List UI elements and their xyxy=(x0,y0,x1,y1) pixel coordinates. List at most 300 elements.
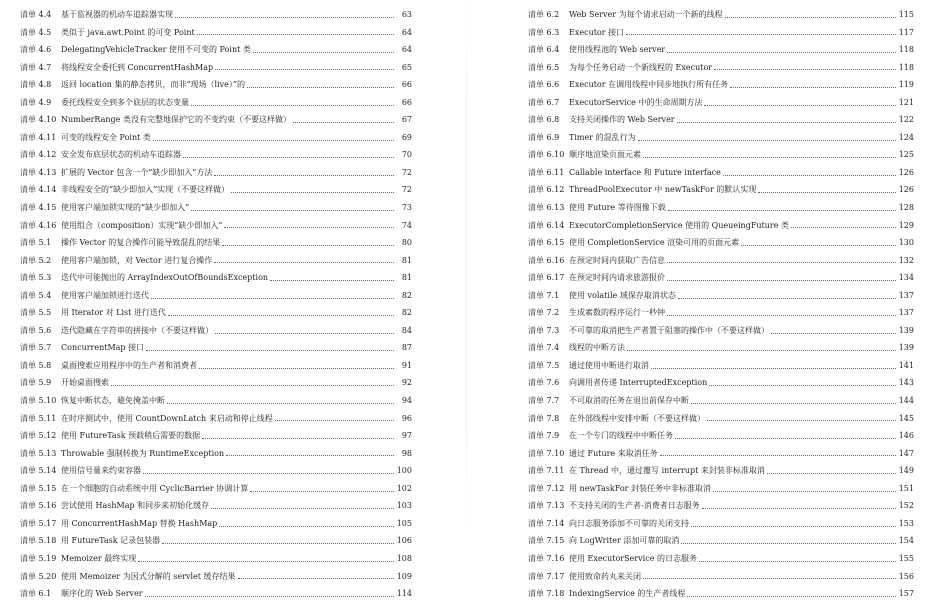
dot-leader xyxy=(771,332,896,334)
page-number: 100 xyxy=(396,466,412,476)
page-number: 87 xyxy=(401,343,412,353)
toc-entry xyxy=(20,568,412,586)
page-number: 108 xyxy=(396,553,412,563)
listing-title: 向调用者传递 InterruptedException xyxy=(569,378,708,388)
page-number: 149 xyxy=(898,466,914,476)
dot-leader xyxy=(713,490,896,492)
page-number: 153 xyxy=(898,518,914,528)
listing-label: 清单 6.9 xyxy=(528,132,560,142)
listing-label: 清单 5.10 xyxy=(20,396,57,406)
listing-title: 在预定时间内请求旅游报价 xyxy=(569,273,665,283)
page-number: 105 xyxy=(396,518,412,528)
toc-entry xyxy=(20,585,412,603)
toc-entry xyxy=(20,287,412,305)
toc-entry xyxy=(20,427,412,445)
dot-leader xyxy=(250,490,394,492)
toc-entry xyxy=(20,410,412,428)
toc-entry xyxy=(528,234,914,252)
listing-title: 顺序地渲染页面元素 xyxy=(569,150,641,160)
dot-leader xyxy=(175,16,394,18)
dot-leader xyxy=(162,542,394,544)
listing-title: 通过使用中断进行取消 xyxy=(569,360,649,370)
page-number: 143 xyxy=(898,378,914,388)
dot-leader xyxy=(222,244,394,246)
listing-title: 将线程安全委托到 ConcurrentHashMap xyxy=(61,62,214,72)
listing-label: 清单 6.13 xyxy=(528,203,565,213)
listing-title: 使用致命药丸来关闭 xyxy=(569,571,641,581)
toc-right-column xyxy=(528,6,914,603)
toc-entry xyxy=(528,287,914,305)
page-gutter xyxy=(466,0,467,525)
listing-label: 清单 6.6 xyxy=(528,80,560,90)
listing-label: 清单 7.10 xyxy=(528,448,565,458)
listing-label: 清单 7.14 xyxy=(528,518,565,528)
dot-leader xyxy=(202,437,394,439)
page-number: 94 xyxy=(401,396,412,406)
dot-leader xyxy=(270,279,394,281)
listing-title: 在预定时间内获取广告信息 xyxy=(569,255,665,265)
toc-entry xyxy=(528,129,914,147)
dot-leader xyxy=(168,314,394,316)
listing-label: 清单 5.2 xyxy=(20,255,52,265)
page-number: 122 xyxy=(898,115,914,125)
page-number: 119 xyxy=(898,80,914,90)
dot-leader xyxy=(275,419,394,421)
listing-title: 使用组合（composition）实现“缺少即加入” xyxy=(61,220,223,230)
toc-entry xyxy=(528,94,914,112)
toc-entry xyxy=(528,41,914,59)
toc-entry xyxy=(528,304,914,322)
toc-entry xyxy=(528,181,914,199)
listing-title: 通过 Future 来取消任务 xyxy=(569,448,658,458)
page-number: 66 xyxy=(401,97,412,107)
listing-label: 清单 5.14 xyxy=(20,466,57,476)
toc-entry xyxy=(20,217,412,235)
toc-entry xyxy=(528,164,914,182)
dot-leader xyxy=(626,33,896,35)
toc-entry xyxy=(20,181,412,199)
listing-label: 清单 4.8 xyxy=(20,80,52,90)
listing-title: 使用客户端加锁，对 Vector 进行复合操作 xyxy=(61,255,213,265)
page-number: 139 xyxy=(898,343,914,353)
listing-label: 清单 4.15 xyxy=(20,203,57,213)
listing-label: 清单 5.1 xyxy=(20,238,52,248)
listing-label: 清单 7.2 xyxy=(528,308,560,318)
listing-title: Timer 的混乱行为 xyxy=(569,132,636,142)
toc-entry xyxy=(528,497,914,515)
listing-label: 清单 6.12 xyxy=(528,185,565,195)
toc-entry xyxy=(20,252,412,270)
toc-entry xyxy=(528,585,914,603)
page-number: 146 xyxy=(898,431,914,441)
dot-leader xyxy=(226,454,394,456)
page-number: 118 xyxy=(898,45,914,55)
toc-entry xyxy=(20,339,412,357)
dot-leader xyxy=(151,297,394,299)
listing-label: 清单 7.9 xyxy=(528,431,560,441)
page-number: 141 xyxy=(898,360,914,370)
listing-title: 使用 ExecutorService 的日志服务 xyxy=(569,553,697,563)
dot-leader xyxy=(791,226,896,228)
listing-label: 清单 6.4 xyxy=(528,45,560,55)
toc-entry xyxy=(20,392,412,410)
listing-label: 清单 5.7 xyxy=(20,343,52,353)
dot-leader xyxy=(145,595,394,597)
dot-leader xyxy=(138,560,394,562)
listing-title: 不支持关闭的生产者-消费者日志服务 xyxy=(569,501,700,511)
listing-title: 在一个细胞的自动系统中用 CyclicBarrier 协调计算 xyxy=(61,483,249,493)
toc-entry xyxy=(20,41,412,59)
listing-title: 使用 volatile 域保存取消状态 xyxy=(569,290,676,300)
page-number: 109 xyxy=(396,571,412,581)
listing-label: 清单 7.3 xyxy=(528,325,560,335)
dot-leader xyxy=(758,191,896,193)
listing-title: 用 FutureTask 记录包装器 xyxy=(61,536,161,546)
listing-label: 清单 5.17 xyxy=(20,518,57,528)
dot-leader xyxy=(146,349,394,351)
dot-leader xyxy=(730,86,896,88)
dot-leader xyxy=(153,139,394,141)
listing-label: 清单 7.16 xyxy=(528,553,565,563)
listing-title: 顺序化的 Web Server xyxy=(61,589,143,599)
page-number: 72 xyxy=(401,167,412,177)
toc-entry xyxy=(20,322,412,340)
toc-left-column xyxy=(20,6,412,603)
listing-label: 清单 6.17 xyxy=(528,273,565,283)
dot-leader xyxy=(111,384,394,386)
page-number: 145 xyxy=(898,413,914,423)
page-number: 65 xyxy=(401,62,412,72)
listing-title: Callable interface 和 Future interface xyxy=(569,167,721,177)
page-number: 157 xyxy=(898,589,914,599)
listing-label: 清单 5.6 xyxy=(20,325,52,335)
toc-entry xyxy=(528,427,914,445)
dot-leader xyxy=(677,121,896,123)
page-number: 117 xyxy=(898,27,914,37)
listing-label: 清单 4.13 xyxy=(20,167,57,177)
toc-entry xyxy=(528,146,914,164)
toc-entry xyxy=(528,357,914,375)
listing-title: 在 Thread 中，通过覆写 interrupt 来封装非标准取消 xyxy=(569,466,765,476)
listing-title: IndexingService 的生产者线程 xyxy=(569,589,686,599)
listing-label: 清单 4.9 xyxy=(20,97,52,107)
page-number: 98 xyxy=(401,448,412,458)
toc-entry xyxy=(528,374,914,392)
toc-entry xyxy=(528,269,914,287)
dot-leader xyxy=(699,560,896,562)
listing-label: 清单 5.16 xyxy=(20,501,57,511)
listing-title: 用 Iterator 对 List 进行迭代 xyxy=(61,308,166,318)
dot-leader xyxy=(702,507,896,509)
toc-entry xyxy=(528,199,914,217)
listing-label: 清单 6.8 xyxy=(528,115,560,125)
toc-entry xyxy=(528,339,914,357)
page-number: 114 xyxy=(396,589,412,599)
toc-entry xyxy=(20,550,412,568)
listing-title: 向 LogWriter 添加可靠的取消 xyxy=(569,536,680,546)
page-number: 137 xyxy=(898,290,914,300)
listing-label: 清单 6.15 xyxy=(528,238,565,248)
page-number: 67 xyxy=(401,115,412,125)
listing-label: 清单 4.12 xyxy=(20,150,57,160)
listing-label: 清单 7.18 xyxy=(528,589,565,599)
page-number: 82 xyxy=(401,290,412,300)
toc-entry xyxy=(528,462,914,480)
listing-label: 清单 5.12 xyxy=(20,431,57,441)
listing-label: 清单 5.9 xyxy=(20,378,52,388)
listing-label: 清单 7.8 xyxy=(528,413,560,423)
listing-title: 在时序测试中，使用 CountDownLatch 来启动和停止线程 xyxy=(61,413,273,423)
toc-entry xyxy=(528,252,914,270)
dot-leader xyxy=(211,507,394,509)
toc-entry xyxy=(20,94,412,112)
toc-entry xyxy=(528,6,914,24)
dot-leader xyxy=(197,33,394,35)
listing-title: 非线程安全的“缺少即加入”实现（不要这样做） xyxy=(61,185,230,195)
listing-title: 安全发布底层状态的机动车追踪器 xyxy=(61,150,181,160)
listing-label: 清单 4.4 xyxy=(20,10,52,19)
listing-label: 清单 6.5 xyxy=(528,62,560,72)
page-number: 64 xyxy=(401,27,412,37)
page-number: 147 xyxy=(898,448,914,458)
dot-leader xyxy=(293,121,394,123)
listing-title: 操作 Vector 的复合操作可能导致混乱的结果 xyxy=(61,238,221,248)
page-number: 106 xyxy=(396,536,412,546)
listing-label: 清单 5.19 xyxy=(20,553,57,563)
toc-entry xyxy=(528,111,914,129)
listing-title: ThreadPoolExecutor 中 newTaskFor 的默认实现 xyxy=(569,185,757,195)
toc-entry xyxy=(20,304,412,322)
listing-title: Executor 在调用线程中同步地执行所有任务 xyxy=(569,80,729,90)
toc-entry xyxy=(528,76,914,94)
listing-label: 清单 7.13 xyxy=(528,501,565,511)
toc-entry xyxy=(528,550,914,568)
page-number: 91 xyxy=(401,360,412,370)
dot-leader xyxy=(231,191,394,193)
page-number: 102 xyxy=(396,483,412,493)
toc-entry xyxy=(20,111,412,129)
dot-leader xyxy=(714,68,896,70)
toc-entry xyxy=(20,532,412,550)
listing-label: 清单 6.2 xyxy=(528,10,560,19)
page-number: 63 xyxy=(401,10,412,19)
page-number: 124 xyxy=(898,132,914,142)
page-number: 128 xyxy=(898,203,914,213)
page-number: 155 xyxy=(898,553,914,563)
toc-entry xyxy=(528,24,914,42)
page-number: 74 xyxy=(401,220,412,230)
listing-title: 线程的中断方法 xyxy=(569,343,625,353)
listing-label: 清单 6.14 xyxy=(528,220,565,230)
listing-label: 清单 4.7 xyxy=(20,62,52,72)
page-number: 81 xyxy=(401,273,412,283)
listing-label: 清单 5.5 xyxy=(20,308,52,318)
listing-label: 清单 7.15 xyxy=(528,536,565,546)
listing-title: 为每个任务启动一个新线程的 Executor xyxy=(569,62,713,72)
toc-entry xyxy=(528,515,914,533)
listing-label: 清单 6.7 xyxy=(528,97,560,107)
dot-leader xyxy=(183,156,394,158)
dot-leader xyxy=(704,104,896,106)
listing-title: 用 ConcurrentHashMap 替换 HashMap xyxy=(61,518,218,528)
page-number: 137 xyxy=(898,308,914,318)
dot-leader xyxy=(660,454,896,456)
page-number: 139 xyxy=(898,325,914,335)
listing-title: DelegatingVehicleTracker 使用不可变的 Point 类 xyxy=(61,45,251,55)
listing-title: ConcurrentMap 接口 xyxy=(61,343,145,353)
listing-label: 清单 7.4 xyxy=(528,343,560,353)
listing-label: 清单 4.11 xyxy=(20,132,57,142)
page-number: 121 xyxy=(898,97,914,107)
dot-leader xyxy=(253,51,394,53)
dot-leader xyxy=(643,156,896,158)
toc-entry xyxy=(20,129,412,147)
toc-entry xyxy=(20,24,412,42)
listing-title: Throwable 强制转换为 RuntimeException xyxy=(61,448,225,458)
dot-leader xyxy=(627,349,896,351)
toc-entry xyxy=(20,374,412,392)
dot-leader xyxy=(191,209,394,211)
listing-title: 使用 CompletionService 渲染可用的页面元素 xyxy=(569,238,740,248)
dot-leader xyxy=(643,577,896,579)
listing-label: 清单 7.17 xyxy=(528,571,565,581)
page-number: 125 xyxy=(898,150,914,160)
listing-label: 清单 4.16 xyxy=(20,220,57,230)
page-number: 82 xyxy=(401,308,412,318)
dot-leader xyxy=(191,104,394,106)
page-number: 72 xyxy=(401,185,412,195)
listing-title: 迭代中可能抛出的 ArrayIndexOutOfBoundsException xyxy=(61,273,269,283)
toc-entry xyxy=(20,462,412,480)
toc-entry xyxy=(20,357,412,375)
page-number: 129 xyxy=(898,220,914,230)
listing-label: 清单 4.5 xyxy=(20,27,52,37)
listing-title: Executor 接口 xyxy=(569,27,625,37)
listing-title: 恢复中断状态，避免掩盖中断 xyxy=(61,396,165,406)
dot-leader xyxy=(725,16,896,18)
listing-title: ExecutorCompletionService 使用的 QueueingFuture 类 xyxy=(569,220,790,230)
listing-label: 清单 6.10 xyxy=(528,150,565,160)
listing-title: 向日志服务添加不可靠的关闭支持 xyxy=(569,518,689,528)
dot-leader xyxy=(224,226,394,228)
dot-leader xyxy=(691,402,896,404)
listing-label: 清单 5.20 xyxy=(20,571,57,581)
page-number: 70 xyxy=(401,150,412,160)
toc-entry xyxy=(528,392,914,410)
toc-entry xyxy=(20,234,412,252)
dot-leader xyxy=(143,472,394,474)
listing-title: 在一个专门的线程中中断任务 xyxy=(569,431,673,441)
listing-label: 清单 7.12 xyxy=(528,483,565,493)
page-number: 130 xyxy=(898,238,914,248)
dot-leader xyxy=(667,314,896,316)
listing-title: ExecutorService 中的生命周期方法 xyxy=(569,97,703,107)
dot-leader xyxy=(709,384,896,386)
dot-leader xyxy=(238,577,394,579)
listing-title: 使用客户端加锁实现的“缺少即加入” xyxy=(61,203,190,213)
listing-title: 生成素数的程序运行一秒钟 xyxy=(569,308,665,318)
page-number: 80 xyxy=(401,238,412,248)
listing-label: 清单 6.3 xyxy=(528,27,560,37)
dot-leader xyxy=(199,367,394,369)
listing-label: 清单 7.11 xyxy=(528,466,565,476)
page-number: 103 xyxy=(396,501,412,511)
toc-entry xyxy=(528,532,914,550)
dot-leader xyxy=(767,472,896,474)
listing-label: 清单 6.1 xyxy=(20,589,52,599)
dot-leader xyxy=(707,419,896,421)
page-number: 144 xyxy=(898,396,914,406)
listing-title: 在外部线程中安排中断（不要这样做） xyxy=(569,413,705,423)
page-number: 134 xyxy=(898,273,914,283)
dot-leader xyxy=(741,244,896,246)
listing-title: 使用 Memoizer 为因式分解的 servlet 缓存结果 xyxy=(61,571,236,581)
page-number: 81 xyxy=(401,255,412,265)
page-number: 73 xyxy=(401,203,412,213)
dot-leader xyxy=(681,542,896,544)
dot-leader xyxy=(668,209,896,211)
listing-title: 类似于 java.awt.Point 的可变 Point xyxy=(61,27,195,37)
dot-leader xyxy=(651,367,896,369)
toc-entry xyxy=(20,515,412,533)
dot-leader xyxy=(667,261,896,263)
dot-leader xyxy=(678,297,896,299)
listing-title: 可变的线程安全 Point 类 xyxy=(61,132,151,142)
toc-entry xyxy=(20,164,412,182)
toc-entry xyxy=(528,322,914,340)
listing-label: 清单 6.11 xyxy=(528,167,565,177)
listing-title: Memoizer 最终实现 xyxy=(61,553,137,563)
toc-entry xyxy=(528,480,914,498)
listing-title: 桌面搜索应用程序中的生产者和消费者 xyxy=(61,360,197,370)
listing-title: 使用 FutureTask 预载稍后需要的数据 xyxy=(61,431,201,441)
dot-leader xyxy=(214,261,394,263)
page-number: 126 xyxy=(898,167,914,177)
page-number: 96 xyxy=(401,413,412,423)
dot-leader xyxy=(667,51,896,53)
listing-title: 使用线程池的 Web server xyxy=(569,45,666,55)
page-number: 66 xyxy=(401,80,412,90)
listing-title: 扩展的 Vector 包含一个“缺少即加入”方法 xyxy=(61,167,213,177)
toc-entry xyxy=(20,59,412,77)
page-number: 151 xyxy=(898,483,914,493)
toc-entry xyxy=(20,199,412,217)
listing-title: 返回 location 集的静态拷贝，而非“现场（live）”的 xyxy=(61,80,246,90)
listing-title: 不可靠的取消把生产者置于阻塞的操作中（不要这样做） xyxy=(569,325,769,335)
dot-leader xyxy=(667,279,896,281)
toc-entry xyxy=(528,410,914,428)
page-number: 132 xyxy=(898,255,914,265)
page-number: 97 xyxy=(401,431,412,441)
dot-leader xyxy=(675,437,896,439)
toc-entry xyxy=(528,445,914,463)
dot-leader xyxy=(687,595,896,597)
page-number: 115 xyxy=(898,10,914,19)
page-number: 92 xyxy=(401,378,412,388)
page-number: 69 xyxy=(401,132,412,142)
dot-leader xyxy=(167,402,394,404)
listing-title: 用 newTaskFor 封装任务中非标准取消 xyxy=(569,483,712,493)
listing-title: 迭代隐藏在字符串的拼接中（不要这样做） xyxy=(61,325,213,335)
listing-label: 清单 7.1 xyxy=(528,290,560,300)
listing-label: 清单 6.16 xyxy=(528,255,565,265)
dot-leader xyxy=(638,139,896,141)
listing-label: 清单 4.14 xyxy=(20,185,57,195)
page-number: 156 xyxy=(898,571,914,581)
dot-leader xyxy=(214,174,394,176)
toc-entry xyxy=(528,568,914,586)
listing-label: 清单 5.18 xyxy=(20,536,57,546)
